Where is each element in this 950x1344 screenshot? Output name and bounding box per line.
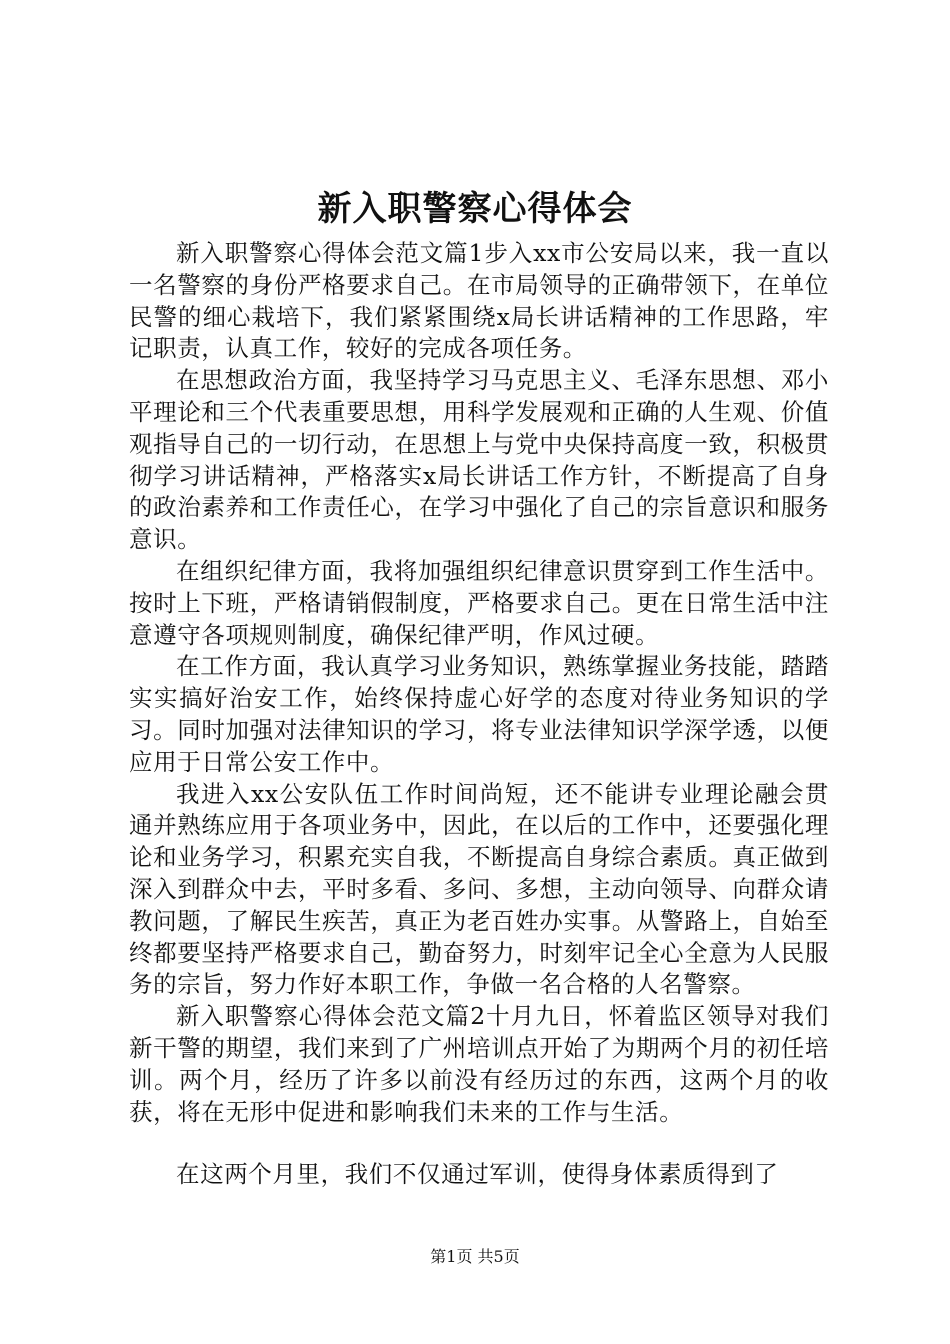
document-title: 新入职警察心得体会 — [317, 189, 633, 229]
paragraph: 我进入xx公安队伍工作时间尚短，还不能讲专业理论融会贯通并熟练应用于各项业务中，因此，在以后的工作中，还要强化理论和业务学习，积累充实自我，不断提高自身综合素质。真正做到深入到群众中去，平时多看、多问、多想，主动向领导、向群众请教问题，了解民生疾苦，真正为老百姓办实事。从警路上，自始至终都要坚持严格要求自己，勤奋努力，时刻牢记全心全意为人民服务的宗旨，努力作好本职工作，争做一名合格的人名警察。 — [129, 779, 829, 999]
paragraph: 新入职警察心得体会范文篇1步入xx市公安局以来，我一直以一名警察的身份严格要求自己。在市局领导的正确带领下，在单位民警的细心栽培下，我们紧紧围绕x局长讲话精神的工作思路，牢记职责，认真工作，较好的完成各项任务。 — [129, 239, 829, 363]
paragraph: 在工作方面，我认真学习业务知识，熟练掌握业务技能，踏踏实实搞好治安工作，始终保持虚心好学的态度对待业务知识的学习。同时加强对法律知识的学习，将专业法律知识学深学透，以便应用于日常公安工作中。 — [129, 652, 829, 776]
document-body — [129, 238, 829, 1191]
paragraph: 新入职警察心得体会范文篇2十月九日，怀着监区领导对我们新干警的期望，我们来到了广州培训点开始了为期两个月的初任培训。两个月，经历了许多以前没有经历过的东西，这两个月的收获，将在无形中促进和影响我们未来的工作与生活。 — [129, 1002, 829, 1126]
paragraph: 在这两个月里，我们不仅通过军训，使得身体素质得到了 — [176, 1160, 779, 1189]
paragraph: 在组织纪律方面，我将加强组织纪律意识贯穿到工作生活中。按时上下班，严格请销假制度，严格要求自己。更在日常生活中注意遵守各项规则制度，确保纪律严明，作风过硬。 — [129, 556, 829, 649]
paragraph: 在思想政治方面，我坚持学习马克思主义、毛泽东思想、邓小平理论和三个代表重要思想，用科学发展观和正确的人生观、价值观指导自己的一切行动，在思想上与党中央保持高度一致，积极贯彻学习讲话精神，严格落实x局长讲话工作方针，不断提高了自身的政治素养和工作责任心，在学习中强化了自己的宗旨意识和服务意识。 — [129, 366, 829, 554]
page-number-footer: 第1页 共5页 — [430, 1247, 520, 1266]
